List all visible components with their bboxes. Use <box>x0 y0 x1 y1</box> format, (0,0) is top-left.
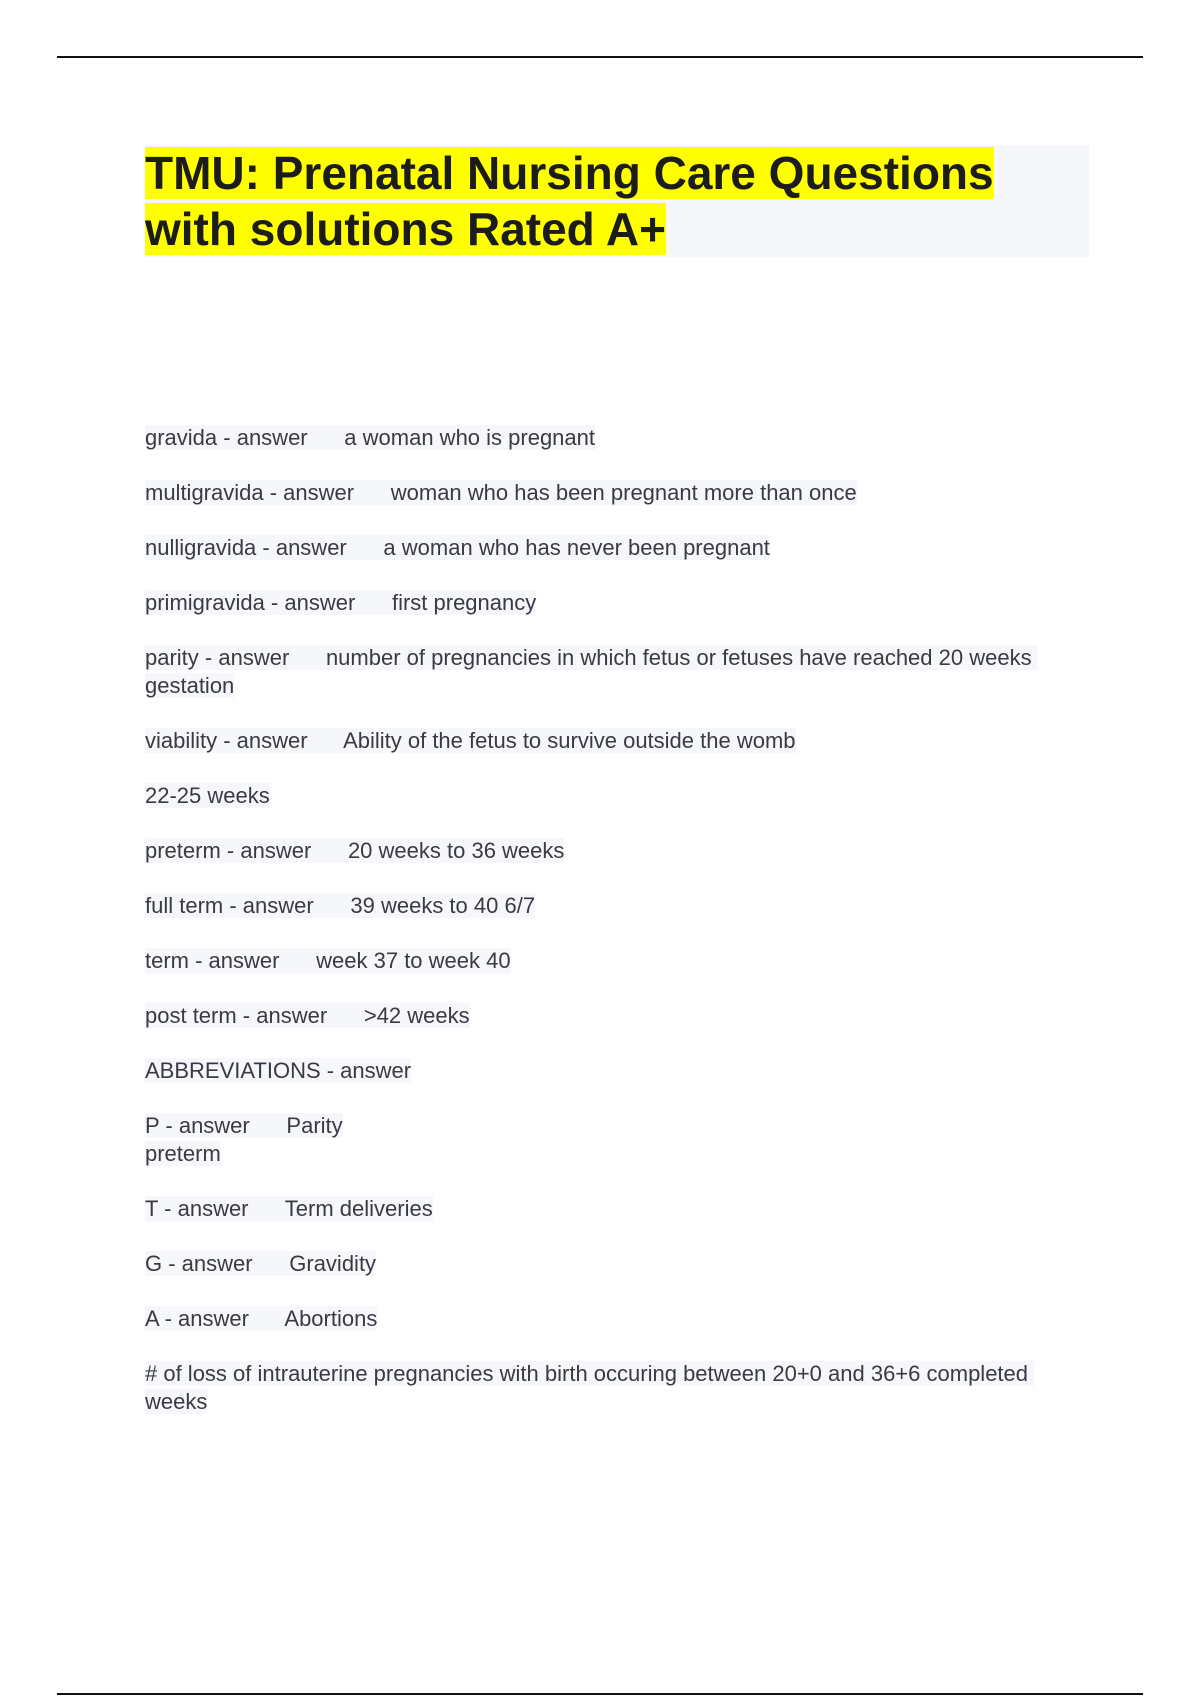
qa-entry-text: primigravida - answer first pregnancy <box>145 590 537 615</box>
qa-entry-text: parity - answer number of pregnancies in which fetus or fetuses have reached 20 weeks gestation <box>145 645 1038 698</box>
document-title <box>145 145 1089 257</box>
qa-entry-text: multigravida - answer woman who has been pregnant more than once <box>145 480 857 505</box>
qa-entry <box>145 424 1065 452</box>
qa-entry-text: preterm - answer 20 weeks to 36 weeks <box>145 838 565 863</box>
qa-entry <box>145 534 1065 562</box>
qa-entry-text: A - answer Abortions <box>145 1306 378 1331</box>
qa-entry-text: T - answer Term deliveries <box>145 1196 433 1221</box>
qa-entry-text: gravida - answer a woman who is pregnant <box>145 425 596 450</box>
qa-entry <box>145 1305 1065 1333</box>
qa-entry <box>145 1360 1065 1416</box>
bottom-rule <box>57 1693 1143 1695</box>
qa-entry <box>145 782 1065 810</box>
qa-entry <box>145 892 1065 920</box>
qa-entry <box>145 644 1065 700</box>
qa-entry-text: P - answer Parity preterm <box>145 1113 343 1166</box>
top-rule <box>57 56 1143 58</box>
qa-entry-text: nulligravida - answer a woman who has never been pregnant <box>145 535 770 560</box>
qa-entry-text: G - answer Gravidity <box>145 1251 377 1276</box>
qa-entry <box>145 1250 1065 1278</box>
qa-entry <box>145 1057 1065 1085</box>
qa-list <box>145 424 1065 1443</box>
qa-entry <box>145 1195 1065 1223</box>
title-block <box>145 145 1089 257</box>
qa-entry-text: viability - answer Ability of the fetus to survive outside the womb <box>145 728 796 753</box>
document-title-text: TMU: Prenatal Nursing Care Questions with solutions Rated A+ <box>145 147 994 255</box>
qa-entry-text: post term - answer >42 weeks <box>145 1003 470 1028</box>
qa-entry-text: ABBREVIATIONS - answer <box>145 1058 412 1083</box>
qa-entry-text: full term - answer 39 weeks to 40 6/7 <box>145 893 536 918</box>
qa-entry <box>145 1112 1065 1168</box>
qa-entry-text: term - answer week 37 to week 40 <box>145 948 511 973</box>
qa-entry-text: # of loss of intrauterine pregnancies with birth occuring between 20+0 and 36+6 completed weeks <box>145 1361 1035 1414</box>
qa-entry <box>145 479 1065 507</box>
qa-entry <box>145 837 1065 865</box>
qa-entry <box>145 947 1065 975</box>
qa-entry-text: 22-25 weeks <box>145 783 270 808</box>
qa-entry <box>145 727 1065 755</box>
qa-entry <box>145 1002 1065 1030</box>
qa-entry <box>145 589 1065 617</box>
